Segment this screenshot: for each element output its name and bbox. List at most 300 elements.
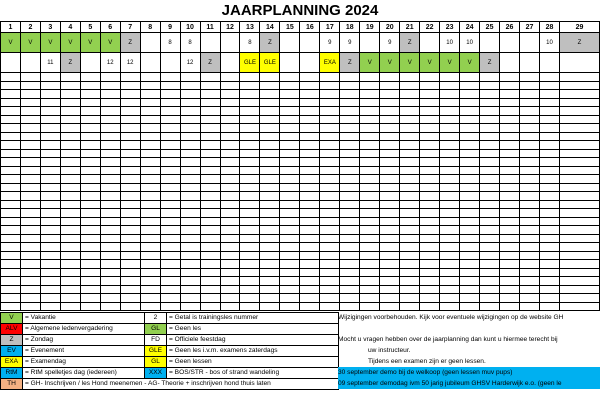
planning-cell	[20, 285, 40, 294]
planning-cell	[500, 73, 520, 82]
planning-cell	[260, 175, 280, 184]
planning-cell	[320, 141, 340, 150]
legend-code: RtM	[1, 368, 23, 379]
planning-cell	[260, 260, 280, 269]
planning-cell	[80, 183, 100, 192]
planning-cell	[559, 209, 599, 218]
note-line: Mocht u vragen hebben over de jaarplanning dan kunt u hiermee terecht bij	[338, 336, 558, 343]
column-header: 12	[220, 22, 240, 33]
planning-cell	[520, 243, 540, 252]
planning-cell	[280, 226, 300, 235]
planning-cell	[60, 217, 80, 226]
planning-cell	[280, 200, 300, 209]
planning-cell	[400, 124, 420, 133]
planning-cell	[559, 175, 599, 184]
planning-cell	[440, 158, 460, 167]
planning-cell	[180, 141, 200, 150]
note-line: 09 september demodag ivm 50 jarig jubileum GHSV Harderwijk e.o. (geen le	[338, 378, 600, 389]
planning-cell	[500, 234, 520, 243]
planning-cell	[280, 234, 300, 243]
planning-cell	[40, 132, 60, 141]
planning-row	[1, 33, 600, 53]
planning-cell	[20, 90, 40, 99]
planning-cell	[480, 183, 500, 192]
legend-description: = Geen les	[167, 324, 339, 335]
planning-cell	[160, 141, 180, 150]
planning-cell	[480, 200, 500, 209]
planning-cell	[100, 149, 120, 158]
planning-cell	[200, 81, 220, 90]
planning-cell	[60, 234, 80, 243]
planning-cell	[100, 209, 120, 218]
planning-cell	[300, 260, 320, 269]
planning-cell	[100, 260, 120, 269]
planning-cell	[60, 251, 80, 260]
planning-cell	[500, 98, 520, 107]
planning-cell	[480, 217, 500, 226]
planning-cell	[80, 268, 100, 277]
planning-cell	[380, 175, 400, 184]
planning-cell: V	[380, 53, 400, 73]
planning-cell	[440, 98, 460, 107]
column-header: 25	[480, 22, 500, 33]
planning-cell	[300, 251, 320, 260]
planning-cell	[559, 226, 599, 235]
planning-cell	[559, 277, 599, 286]
planning-cell	[300, 98, 320, 107]
planning-cell	[440, 251, 460, 260]
planning-cell	[320, 73, 340, 82]
planning-cell	[180, 98, 200, 107]
planning-cell	[20, 200, 40, 209]
planning-cell	[300, 226, 320, 235]
planning-cell	[180, 115, 200, 124]
planning-cell	[460, 251, 480, 260]
planning-cell	[60, 98, 80, 107]
legend-description: = Evenement	[23, 346, 145, 357]
planning-cell	[440, 192, 460, 201]
planning-cell	[120, 243, 140, 252]
planning-cell	[540, 115, 560, 124]
planning-cell	[1, 115, 21, 124]
planning-cell	[40, 200, 60, 209]
planning-cell	[160, 115, 180, 124]
planning-cell	[400, 158, 420, 167]
planning-cell	[100, 166, 120, 175]
planning-row	[1, 294, 600, 303]
planning-cell	[420, 158, 440, 167]
planning-cell	[380, 234, 400, 243]
planning-cell	[260, 234, 280, 243]
planning-cell	[140, 251, 160, 260]
legend-code: EXA	[1, 357, 23, 368]
planning-cell	[60, 209, 80, 218]
planning-cell	[20, 183, 40, 192]
planning-cell	[100, 234, 120, 243]
planning-row	[1, 98, 600, 107]
planning-cell	[140, 141, 160, 150]
planning-row	[1, 175, 600, 184]
planning-cell	[540, 132, 560, 141]
planning-cell	[360, 217, 380, 226]
planning-cell	[80, 217, 100, 226]
planning-cell	[540, 124, 560, 133]
planning-cell	[280, 53, 300, 73]
planning-cell	[100, 277, 120, 286]
planning-cell	[240, 200, 260, 209]
planning-cell	[559, 98, 599, 107]
legend-table	[0, 312, 339, 390]
planning-cell	[180, 90, 200, 99]
planning-cell	[60, 115, 80, 124]
planning-cell	[40, 226, 60, 235]
planning-cell	[280, 107, 300, 116]
planning-cell: Z	[120, 33, 140, 53]
planning-cell	[400, 209, 420, 218]
planning-cell	[200, 107, 220, 116]
planning-cell	[480, 302, 500, 311]
planning-cell	[520, 33, 540, 53]
planning-cell	[240, 277, 260, 286]
planning-cell	[100, 124, 120, 133]
planning-cell	[20, 141, 40, 150]
planning-cell	[380, 166, 400, 175]
planning-cell	[540, 149, 560, 158]
planning-cell	[240, 166, 260, 175]
planning-cell	[360, 81, 380, 90]
planning-cell	[460, 158, 480, 167]
planning-cell	[220, 251, 240, 260]
planning-cell	[20, 166, 40, 175]
planning-cell	[140, 183, 160, 192]
planning-cell	[480, 132, 500, 141]
planning-cell	[100, 285, 120, 294]
planning-cell	[500, 115, 520, 124]
planning-cell	[420, 294, 440, 303]
planning-cell	[460, 107, 480, 116]
planning-cell	[500, 302, 520, 311]
planning-cell	[40, 302, 60, 311]
planning-cell	[420, 192, 440, 201]
planning-cell	[420, 200, 440, 209]
planning-cell	[280, 192, 300, 201]
planning-cell	[480, 209, 500, 218]
planning-cell	[340, 294, 360, 303]
planning-cell	[180, 73, 200, 82]
planning-cell	[320, 217, 340, 226]
planning-cell	[559, 217, 599, 226]
planning-cell	[120, 141, 140, 150]
planning-cell	[480, 192, 500, 201]
planning-cell	[520, 285, 540, 294]
planning-cell	[380, 149, 400, 158]
planning-cell	[1, 149, 21, 158]
legend-code: GLE	[145, 346, 167, 357]
planning-cell	[500, 209, 520, 218]
planning-cell	[559, 200, 599, 209]
planning-cell	[120, 90, 140, 99]
planning-cell	[100, 132, 120, 141]
planning-cell	[40, 294, 60, 303]
column-header: 17	[320, 22, 340, 33]
planning-cell	[460, 73, 480, 82]
legend-description: = Geen les i.v.m. examens zaterdags	[167, 346, 339, 357]
planning-cell	[140, 200, 160, 209]
planning-cell	[520, 294, 540, 303]
planning-cell	[1, 175, 21, 184]
planning-cell	[80, 73, 100, 82]
legend-row	[1, 368, 339, 379]
planning-cell	[380, 226, 400, 235]
planning-cell	[420, 141, 440, 150]
planning-cell	[400, 149, 420, 158]
planning-cell	[120, 209, 140, 218]
planning-cell	[160, 175, 180, 184]
planning-cell	[480, 33, 500, 53]
planning-cell	[540, 209, 560, 218]
planning-cell	[100, 98, 120, 107]
planning-cell	[320, 243, 340, 252]
planning-cell	[400, 243, 420, 252]
planning-cell	[260, 115, 280, 124]
planning-cell	[160, 302, 180, 311]
planning-cell	[320, 107, 340, 116]
planning-cell	[420, 90, 440, 99]
planning-cell	[400, 226, 420, 235]
planning-cell	[440, 90, 460, 99]
planning-cell	[1, 124, 21, 133]
planning-row	[1, 73, 600, 82]
legend-description: = Getal is trainingsles nummer	[167, 313, 339, 324]
planning-cell	[520, 302, 540, 311]
planning-cell	[400, 115, 420, 124]
planning-cell	[480, 124, 500, 133]
planning-cell	[559, 115, 599, 124]
planning-cell	[140, 81, 160, 90]
planning-cell	[120, 132, 140, 141]
planning-cell	[500, 285, 520, 294]
planning-cell	[180, 285, 200, 294]
planning-cell	[340, 124, 360, 133]
planning-cell	[340, 141, 360, 150]
planning-cell	[20, 158, 40, 167]
planning-cell	[60, 260, 80, 269]
planning-cell	[420, 234, 440, 243]
planning-cell	[500, 243, 520, 252]
planning-cell: EXA	[320, 53, 340, 73]
planning-cell	[360, 209, 380, 218]
planning-cell	[440, 234, 460, 243]
planning-cell	[340, 158, 360, 167]
planning-cell	[460, 124, 480, 133]
planning-cell	[540, 175, 560, 184]
planning-cell	[220, 209, 240, 218]
planning-cell	[1, 217, 21, 226]
planning-cell: 8	[240, 33, 260, 53]
planning-cell	[320, 260, 340, 269]
planning-cell	[380, 81, 400, 90]
planning-cell	[400, 260, 420, 269]
planning-cell	[140, 243, 160, 252]
planning-cell	[180, 132, 200, 141]
planning-cell	[360, 149, 380, 158]
planning-cell	[520, 200, 540, 209]
planning-cell	[520, 183, 540, 192]
planning-cell	[280, 243, 300, 252]
planning-cell	[1, 302, 21, 311]
planning-cell	[1, 53, 21, 73]
planning-cell	[180, 260, 200, 269]
planning-cell: 10	[440, 33, 460, 53]
planning-cell	[220, 107, 240, 116]
planning-cell	[540, 98, 560, 107]
planning-cell	[360, 98, 380, 107]
planning-cell	[200, 166, 220, 175]
planning-cell: 12	[120, 53, 140, 73]
planning-cell	[420, 175, 440, 184]
planning-cell	[500, 166, 520, 175]
planning-cell	[420, 268, 440, 277]
planning-cell	[200, 234, 220, 243]
planning-cell	[80, 124, 100, 133]
planning-row	[1, 53, 600, 73]
planning-cell	[200, 183, 220, 192]
planning-cell	[380, 302, 400, 311]
planning-cell: 11	[40, 53, 60, 73]
planning-cell	[140, 268, 160, 277]
planning-cell	[300, 53, 320, 73]
legend-code: ALV	[1, 324, 23, 335]
planning-cell	[400, 268, 420, 277]
planning-cell	[40, 149, 60, 158]
planning-cell: 10	[540, 33, 560, 53]
planning-cell	[280, 141, 300, 150]
planning-row	[1, 234, 600, 243]
column-header: 19	[360, 22, 380, 33]
planning-cell	[559, 285, 599, 294]
planning-cell	[540, 302, 560, 311]
planning-cell	[360, 175, 380, 184]
legend-row	[1, 379, 339, 390]
planning-cell	[100, 226, 120, 235]
planning-cell	[280, 209, 300, 218]
planning-cell	[240, 158, 260, 167]
planning-cell	[1, 192, 21, 201]
planning-cell	[140, 234, 160, 243]
planning-cell	[80, 53, 100, 73]
legend-code: GL	[145, 357, 167, 368]
planning-cell	[340, 217, 360, 226]
planning-cell	[340, 226, 360, 235]
planning-cell	[340, 285, 360, 294]
planning-cell	[300, 243, 320, 252]
planning-cell	[540, 251, 560, 260]
planning-cell	[260, 90, 280, 99]
planning-cell	[300, 141, 320, 150]
planning-cell	[559, 141, 599, 150]
planning-cell: 9	[320, 33, 340, 53]
legend-description: = GH- Inschrijven / les Hond meenemen - AG- Theorie + inschrijven hond thuis laten	[23, 379, 339, 390]
planning-cell	[180, 243, 200, 252]
planning-cell	[60, 294, 80, 303]
legend-row	[1, 346, 339, 357]
planning-cell	[220, 277, 240, 286]
planning-cell	[440, 73, 460, 82]
planning-cell	[280, 115, 300, 124]
planning-cell	[20, 234, 40, 243]
planning-cell	[180, 166, 200, 175]
planning-cell	[160, 81, 180, 90]
planning-cell	[140, 107, 160, 116]
planning-cell	[180, 217, 200, 226]
planning-cell	[360, 294, 380, 303]
planning-cell	[480, 90, 500, 99]
planning-cell	[40, 285, 60, 294]
planning-cell	[20, 132, 40, 141]
planning-cell	[160, 149, 180, 158]
planning-cell	[380, 132, 400, 141]
planning-cell	[400, 217, 420, 226]
planning-cell	[540, 294, 560, 303]
planning-cell	[60, 268, 80, 277]
planning-cell	[380, 285, 400, 294]
planning-cell	[540, 217, 560, 226]
planning-cell	[260, 243, 280, 252]
planning-cell	[180, 192, 200, 201]
planning-cell	[240, 226, 260, 235]
column-header: 20	[380, 22, 400, 33]
planning-cell	[559, 302, 599, 311]
planning-cell	[320, 268, 340, 277]
planning-cell	[80, 285, 100, 294]
planning-cell	[500, 251, 520, 260]
planning-cell	[180, 149, 200, 158]
planning-cell	[480, 149, 500, 158]
planning-cell	[120, 183, 140, 192]
planning-cell	[420, 260, 440, 269]
planning-cell	[500, 183, 520, 192]
planning-row	[1, 217, 600, 226]
column-header: 9	[160, 22, 180, 33]
planning-cell	[220, 302, 240, 311]
planning-cell: Z	[480, 53, 500, 73]
planning-cell: V	[440, 53, 460, 73]
planning-cell	[520, 53, 540, 73]
planning-cell	[559, 149, 599, 158]
planning-cell	[360, 277, 380, 286]
planning-cell	[60, 90, 80, 99]
planning-cell	[480, 175, 500, 184]
planning-cell	[140, 166, 160, 175]
planning-cell	[440, 141, 460, 150]
legend-row	[1, 313, 339, 324]
planning-cell	[260, 226, 280, 235]
planning-cell	[20, 226, 40, 235]
planning-cell	[380, 260, 400, 269]
planning-cell: 12	[180, 53, 200, 73]
planning-cell	[480, 234, 500, 243]
planning-cell	[20, 277, 40, 286]
planning-cell	[400, 175, 420, 184]
planning-cell	[280, 302, 300, 311]
planning-cell	[460, 217, 480, 226]
planning-cell	[440, 285, 460, 294]
planning-cell	[540, 260, 560, 269]
planning-cell	[1, 166, 21, 175]
planning-cell	[220, 192, 240, 201]
planning-cell	[60, 107, 80, 116]
planning-cell	[320, 166, 340, 175]
